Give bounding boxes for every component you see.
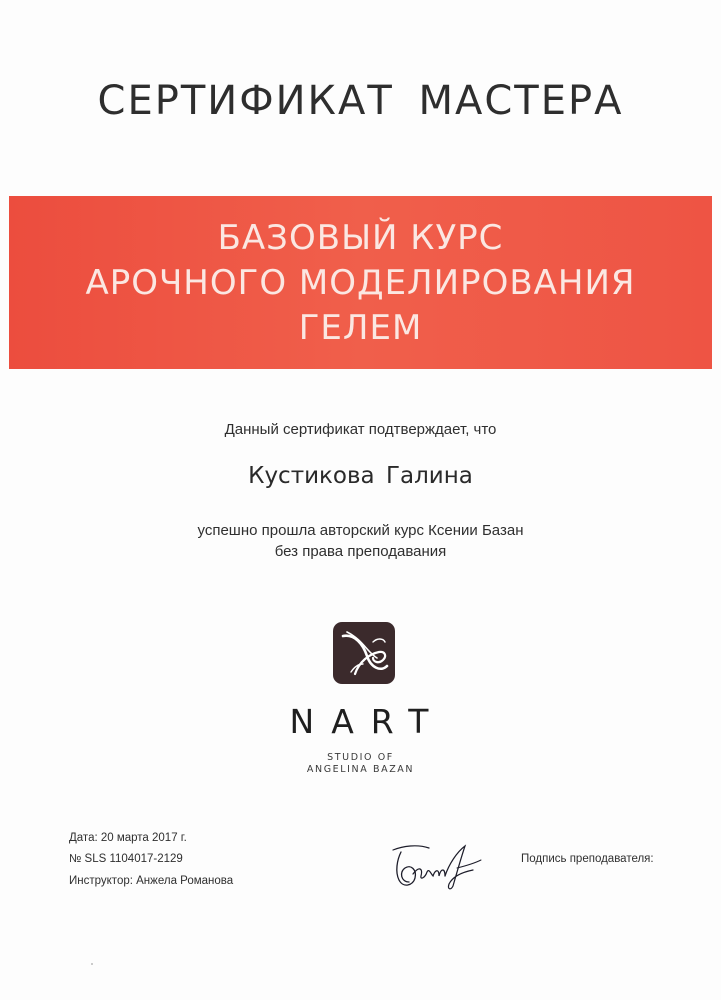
course-title-line-2: АРОЧНОГО МОДЕЛИРОВАНИЯ xyxy=(85,263,636,303)
brand-subtitle-line-1: STUDIO OF xyxy=(327,752,394,763)
course-banner xyxy=(9,196,712,369)
brand-name: NART xyxy=(289,702,446,741)
course-title-line-3: ГЕЛЕМ xyxy=(298,308,423,348)
handwritten-signature xyxy=(387,838,487,893)
completion-text-line-1: успешно прошла авторский курс Ксении Базан xyxy=(197,522,524,539)
certificate-title: СЕРТИФИКАТ МАСТЕРА xyxy=(97,78,624,124)
course-title-line-1: БАЗОВЫЙ КУРС xyxy=(217,218,504,258)
certificate-number: № SLS 1104017-2129 xyxy=(69,853,183,865)
recipient-name: Кустикова Галина xyxy=(248,463,473,489)
completion-text-line-2: без права преподавания xyxy=(274,543,447,560)
issue-date: Дата: 20 марта 2017 г. xyxy=(69,832,187,844)
signature-label: Подпись преподавателя: xyxy=(521,853,654,865)
instructor-name: Инструктор: Анжела Романова xyxy=(69,875,234,887)
brand-subtitle-line-2: ANGELINA BAZAN xyxy=(306,764,415,775)
confirmation-text: Данный сертификат подтверждает, что xyxy=(224,421,497,438)
nart-logo-icon xyxy=(333,622,395,684)
paper-speck xyxy=(91,963,93,965)
